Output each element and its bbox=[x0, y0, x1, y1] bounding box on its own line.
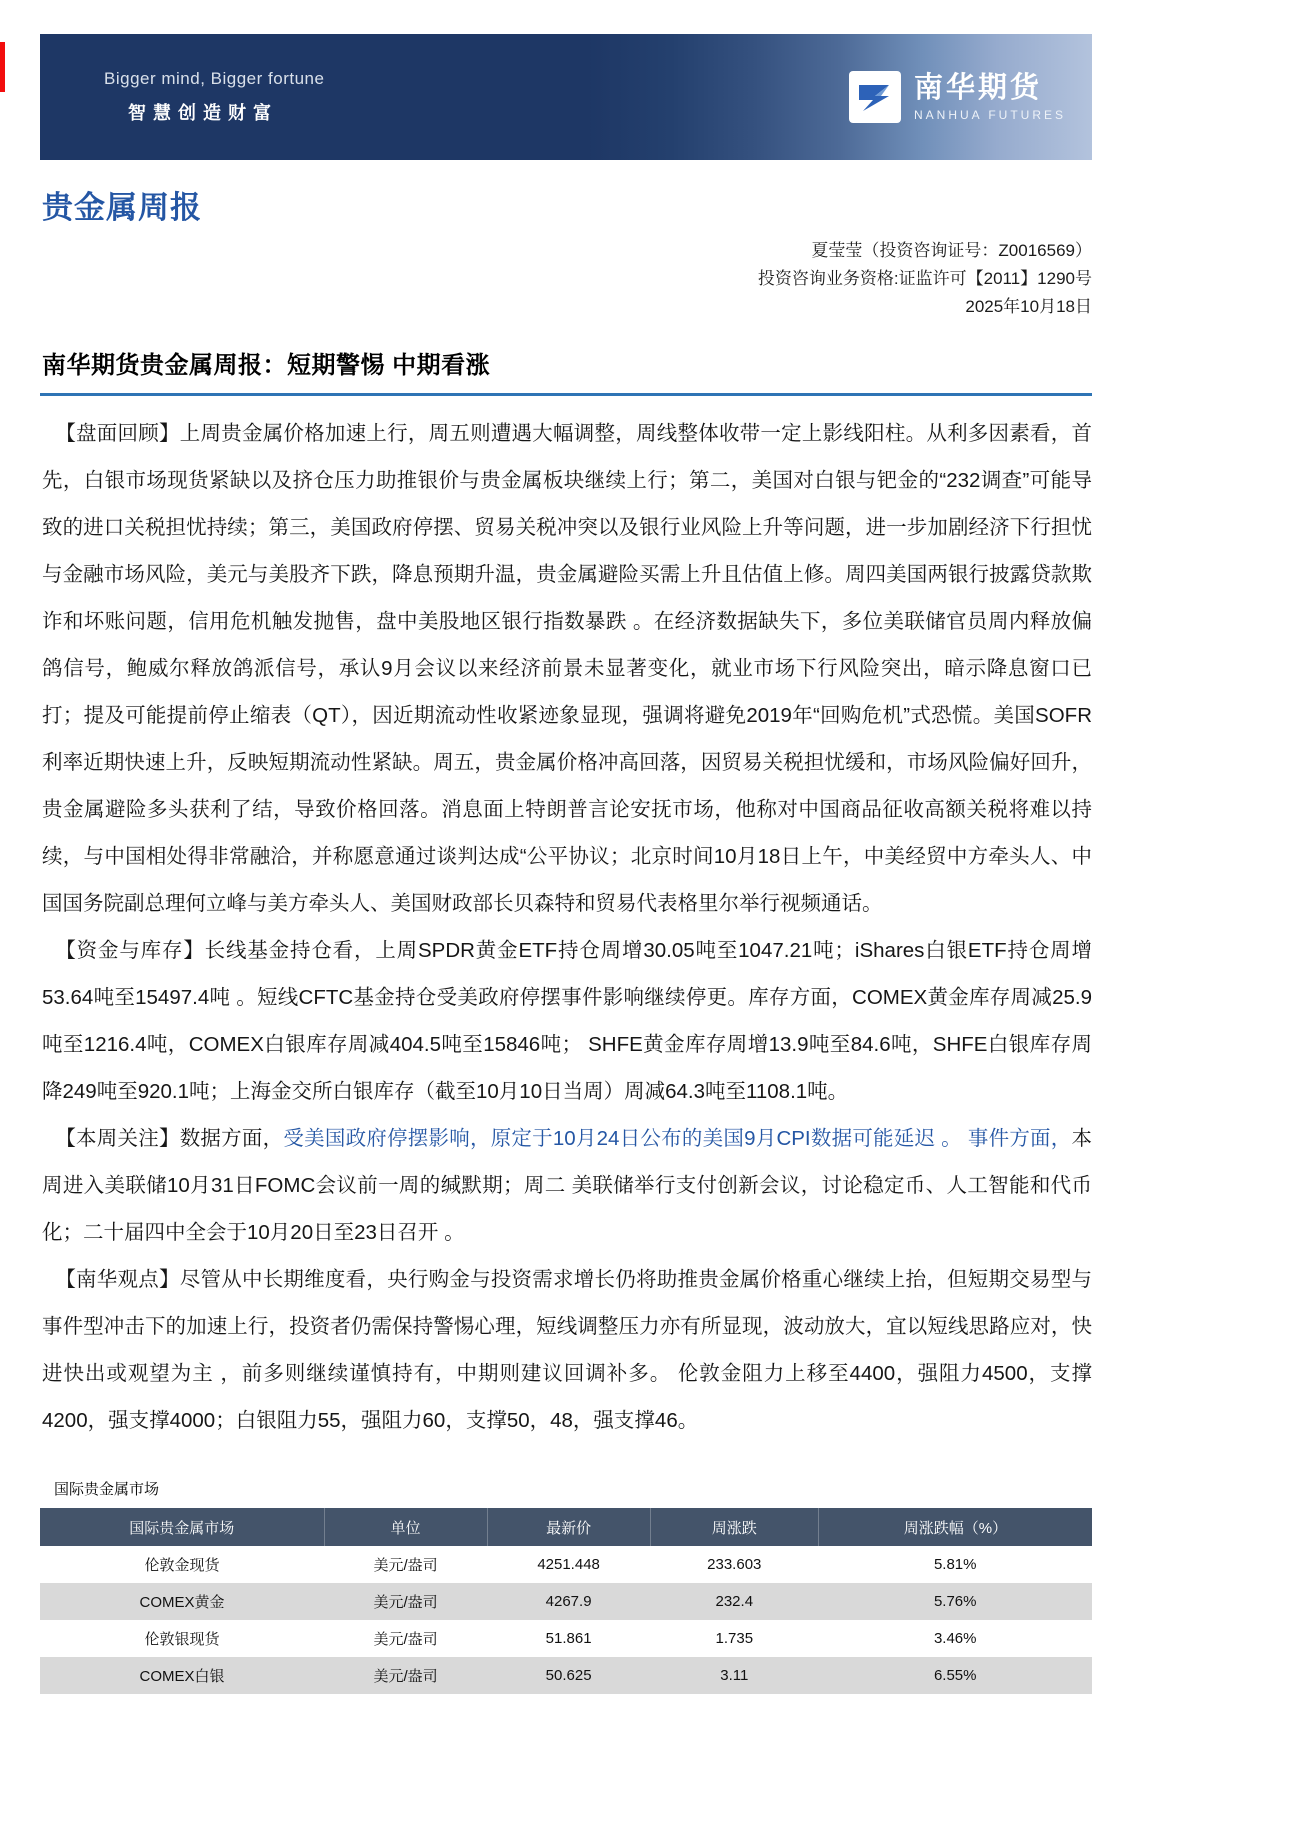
brand-name-cn: 南华期货 bbox=[913, 72, 1042, 105]
table-cell: 3.46% bbox=[933, 1630, 977, 1647]
nanhua-logo-icon bbox=[849, 71, 901, 123]
table-cell: 4267.9 bbox=[487, 1583, 650, 1620]
table-cell: 1.735 bbox=[715, 1630, 754, 1647]
table-cell: 50.625 bbox=[487, 1657, 650, 1694]
table-row bbox=[40, 1583, 1092, 1620]
table-header-cell: 单位 bbox=[324, 1508, 487, 1546]
headline-divider bbox=[40, 393, 1092, 396]
report-page bbox=[0, 34, 1291, 1843]
table-cell: 美元/盎司 bbox=[373, 1631, 438, 1648]
table-header-row bbox=[40, 1508, 1092, 1546]
table-cell: 233.603 bbox=[707, 1556, 762, 1573]
table-row bbox=[40, 1620, 1092, 1657]
table-cell: 5.81% bbox=[933, 1556, 977, 1573]
table-cell: 4251.448 bbox=[537, 1556, 600, 1573]
table-cell: COMEX白银 bbox=[40, 1657, 324, 1694]
analyst-line: 夏莹莹（投资咨询证号：Z0016569） bbox=[811, 241, 1092, 260]
table-cell: 51.861 bbox=[545, 1630, 592, 1647]
slogan-chinese: 智慧创造财富 bbox=[128, 103, 278, 123]
table-cell: 伦敦金现货 bbox=[144, 1557, 220, 1574]
table-header-cell: 周涨跌幅（%） bbox=[818, 1508, 1092, 1546]
table-cell: COMEX黄金 bbox=[40, 1583, 324, 1620]
section-headline: 南华期货贵金属周报：短期警惕 中期看涨 bbox=[42, 352, 491, 379]
report-date: 2025年10月18日 bbox=[965, 297, 1092, 316]
paragraph-week-focus bbox=[42, 1115, 1092, 1256]
brand-text bbox=[914, 72, 1066, 121]
table-cell: 美元/盎司 bbox=[324, 1583, 487, 1620]
precious-metals-table bbox=[40, 1508, 1092, 1694]
table-header-cell: 国际贵金属市场 bbox=[40, 1508, 324, 1546]
focus-prefix: 【本周关注】数据方面， bbox=[55, 1127, 284, 1150]
focus-highlight-events: 事件方面， bbox=[961, 1127, 1072, 1150]
paragraph-funds-inventory: 【资金与库存】长线基金持仓看，上周SPDR黄金ETF持仓周增30.05吨至1047.21吨；iShares白银ETF持仓周增53.64吨至15497.4吨 。短线CFTC基金持仓受美政府停摆事件影响继续停更。库存方面，COMEX黄金库存周减25.9吨至1216.4吨，COMEX白银库存周减404.5吨至15846吨； SHFE黄金库存周增13.9吨至84.6吨，SHFE白银库存周降249吨至920.1吨；上海金交所白银库存（截至10月10日当周）周减64.3吨至1108.1吨。 bbox=[42, 939, 1092, 1103]
table-cell: 美元/盎司 bbox=[373, 1557, 438, 1574]
table-cell: 美元/盎司 bbox=[324, 1657, 487, 1694]
table-row bbox=[40, 1546, 1092, 1583]
paragraph-nanhua-view: 【南华观点】尽管从中长期维度看，央行购金与投资需求增长仍将助推贵金属价格重心继续上抬，但短期交易型与事件型冲击下的加速上行，投资者仍需保持警惕心理，短线调整压力亦有所显现，波动放大，宜以短线思路应对，快进快出或观望为主 ，前多则继续谨慎持有，中期则建议回调补多。 伦敦金阻力上移至4400，强阻力4500，支撑4200，强支撑4000；白银阻力55，强阻力60，支撑50，48，强支撑46。 bbox=[42, 1268, 1092, 1432]
brand-name-en: NANHUA FUTURES bbox=[913, 107, 1066, 122]
qualification-line: 投资咨询业务资格:证监许可【2011】1290号 bbox=[757, 269, 1092, 288]
table-header-cell: 最新价 bbox=[487, 1508, 650, 1546]
focus-highlight-cpi: 受美国政府停摆影响，原定于10月24日公布的美国9月CPI数据可能延迟 。 bbox=[283, 1127, 962, 1150]
table-cell: 232.4 bbox=[650, 1583, 818, 1620]
report-body bbox=[42, 410, 1092, 1444]
brand-block bbox=[849, 71, 1066, 123]
table-cell: 3.11 bbox=[650, 1657, 818, 1694]
table-header-cell: 周涨跌 bbox=[650, 1508, 818, 1546]
header-banner bbox=[40, 34, 1092, 160]
paragraph-market-review: 【盘面回顾】上周贵金属价格加速上行，周五则遭遇大幅调整，周线整体收带一定上影线阳柱。从利多因素看，首先，白银市场现货紧缺以及挤仓压力助推银价与贵金属板块继续上行；第二，美国对白银与钯金的“232调查”可能导致的进口关税担忧持续；第三，美国政府停摆、贸易关税冲突以及银行业风险上升等问题，进一步加剧经济下行担忧与金融市场风险，美元与美股齐下跌，降息预期升温，贵金属避险买需上升且估值上修。周四美国两银行披露贷款欺诈和坏账问题，信用危机触发抛售，盘中美股地区银行指数暴跌 。在经济数据缺失下，多位美联储官员周内释放偏鸽信号，鲍威尔释放鸽派信号，承认9月会议以来经济前景未显著变化，就业市场下行风险突出，暗示降息窗口已打；提及可能提前停止缩表（QT），因近期流动性收紧迹象显现，强调将避免2019年“回购危机”式恐慌。美国SOFR利率近期快速上升，反映短期流动性紧缺。周五，贵金属价格冲高回落，因贸易关税担忧缓和，市场风险偏好回升，贵金属避险多头获利了结，导致价格回落。消息面上特朗普言论安抚市场，他称对中国商品征收高额关税将难以持续，与中国相处得非常融洽，并称愿意通过谈判达成“公平协议；北京时间10月18日上午，中美经贸中方牵头人、中国国务院副总理何立峰与美方牵头人、美国财政部长贝森特和贸易代表格里尔举行视频通话。 bbox=[42, 422, 1092, 915]
table-caption: 国际贵金属市场 bbox=[54, 1481, 160, 1498]
metals-table-section bbox=[40, 1478, 1092, 1694]
focus-rest: 本周进入美联储10月31日FOMC会议前一周的缄默期；周二 美联储举行支付创新会议，讨论稳定币、人工智能和代币化；二十届四中全会于10月20日至23日召开 。 bbox=[42, 1127, 1093, 1244]
report-title: 贵金属周报 bbox=[42, 190, 202, 225]
scan-artifact-mark bbox=[0, 42, 5, 92]
table-cell: 伦敦银现货 bbox=[144, 1631, 220, 1648]
table-cell: 5.76% bbox=[818, 1583, 1092, 1620]
table-cell: 6.55% bbox=[818, 1657, 1092, 1694]
table-row bbox=[40, 1657, 1092, 1694]
slogan-english: Bigger mind, Bigger fortune bbox=[104, 69, 325, 88]
report-meta bbox=[40, 237, 1092, 321]
